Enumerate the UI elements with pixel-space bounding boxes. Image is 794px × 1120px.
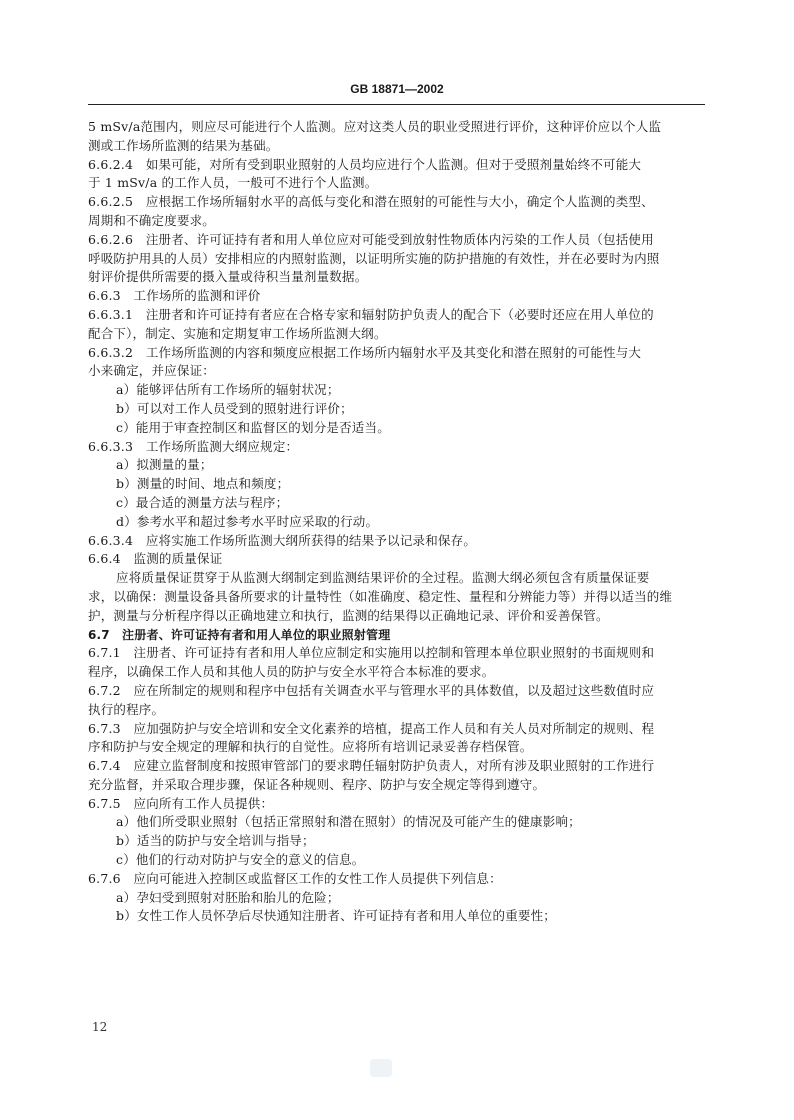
text-line: 护，测量与分析程序得以正确地建立和执行，监测的结果得以正确地记录、评价和妥善保管。 xyxy=(88,607,609,623)
text-line: 配合下），制定、实施和定期复审工作场所监测大纲。 xyxy=(88,325,387,341)
text-line: a）能够评估所有工作场所的辐射状况； xyxy=(116,382,340,398)
text-line: 5 mSv/a范围内，则应尽可能进行个人监测。应对这类人员的职业受照进行评价，这种评价应以个人监 xyxy=(88,119,662,134)
text-line: c）他们的行动对防护与安全的意义的信息。 xyxy=(116,852,365,868)
text-line: 6.6.3.2 工作场所监测的内容和频度应根据工作场所内辐射水平及其变化和潜在照射的可能性与大 xyxy=(88,344,642,360)
text-line: 周期和不确定度要求。 xyxy=(88,212,216,228)
section-heading: 6.7 注册者、许可证持有者和用人单位的职业照射管理 xyxy=(88,627,391,642)
text-line: b）适当的防护与安全培训与指导； xyxy=(116,833,315,849)
text-line: 小来确定，并应保证： xyxy=(88,363,216,379)
text-line: 6.6.2.6 注册者、许可证持有者和用人单位应对可能受到放射性物质体内污染的工作人员（包括使用 xyxy=(88,231,654,247)
text-line: 6.7.6 应向可能进入控制区或监督区工作的女性工作人员提供下列信息： xyxy=(88,870,502,886)
text-line: b）可以对工作人员受到的照射进行评价； xyxy=(116,400,353,416)
text-line: 充分监督，并采取合理步骤，保证各种规则、程序、防护与安全规定等得到遵守。 xyxy=(88,776,546,792)
text-line: a）孕妇受到照射对胚胎和胎儿的危险； xyxy=(116,889,340,905)
text-line: 测或工作场所监测的结果为基础。 xyxy=(88,137,279,153)
text-line: 6.7.4 应建立监督制度和按照审管部门的要求聘任辐射防护负责人，对所有涉及职业照射的工作进行 xyxy=(88,758,655,774)
text-line: b）测量的时间、地点和频度； xyxy=(116,476,290,492)
text-line: 执行的程序。 xyxy=(88,701,165,717)
text-line: 6.6.2.5 应根据工作场所辐射水平的高低与变化和潜在照射的可能性与大小，确定个人监测的类型、 xyxy=(88,194,654,210)
text-line: 6.7.5 应向所有工作人员提供： xyxy=(88,795,274,811)
text-line: a）他们所受职业照射（包括正常照射和潜在照射）的情况及可能产生的健康影响； xyxy=(116,814,581,830)
text-line: a）拟测量的量； xyxy=(116,457,213,473)
text-line: 6.7.1 注册者、许可证持有者和用人单位应制定和实施用以控制和管理本单位职业照射的书面规则和 xyxy=(88,645,655,661)
header-rule xyxy=(88,104,705,105)
text-line: 6.7.3 应加强防护与安全培训和安全文化素养的培植，提高工作人员和有关人员对所制定的规则、程 xyxy=(88,720,655,736)
standard-code-header: GB 18871—2002 xyxy=(350,82,444,96)
document-body xyxy=(88,118,705,926)
text-line: 射评价提供所需要的摄入量或待积当量剂量数据。 xyxy=(88,269,368,285)
text-line: 6.6.3.4 应将实施工作场所监测大纲所获得的结果予以记录和保存。 xyxy=(88,532,477,548)
text-line: 6.7.2 应在所制定的规则和程序中包括有关调查水平与管理水平的具体数值，以及超过这些数值时应 xyxy=(88,682,655,698)
text-line: b）女性工作人员怀孕后尽快通知注册者、许可证持有者和用人单位的重要性； xyxy=(116,908,557,924)
text-line: 序和防护与安全规定的理解和执行的自觉性。应将所有培训记录妥善存档保管。 xyxy=(88,739,533,755)
text-line: c）最合适的测量方法与程序； xyxy=(116,494,289,510)
text-line: 程序，以确保工作人员和其他人员的防护与安全水平符合本标准的要求。 xyxy=(88,664,495,680)
text-line: 呼吸防护用具的人员）安排相应的内照射监测，以证明所实施的防护措施的有效性，并在必要时为内照 xyxy=(88,250,660,266)
page-number: 12 xyxy=(92,1020,108,1034)
text-line: c）能用于审查控制区和监督区的划分是否适当。 xyxy=(116,419,390,435)
text-line: 求，以确保：测量设备具备所要求的计量特性（如准确度、稳定性、量程和分辨能力等）并得以适当的维 xyxy=(88,588,673,604)
text-line: 6.6.3 工作场所的监测和评价 xyxy=(88,288,261,304)
text-line: 于 1 mSv/a 的工作人员，一般可不进行个人监测。 xyxy=(88,175,378,191)
text-line: d）参考水平和超过参考水平时应采取的行动。 xyxy=(116,513,379,529)
sac-seal-icon xyxy=(370,1059,392,1077)
text-line: 6.6.3.1 注册者和许可证持有者应在合格专家和辐射防护负责人的配合下（必要时还应在用人单位的 xyxy=(88,306,654,322)
text-line: 应将质量保证贯穿于从监测大纲制定到监测结果评价的全过程。监测大纲必须包含有质量保证要 xyxy=(116,570,650,586)
text-line: 6.6.3.3 工作场所监测大纲应规定： xyxy=(88,438,299,454)
text-line: 6.6.2.4 如果可能，对所有受到职业照射的人员均应进行个人监测。但对于受照剂量始终不可能大 xyxy=(88,156,642,172)
text-line: 6.6.4 监测的质量保证 xyxy=(88,551,223,567)
